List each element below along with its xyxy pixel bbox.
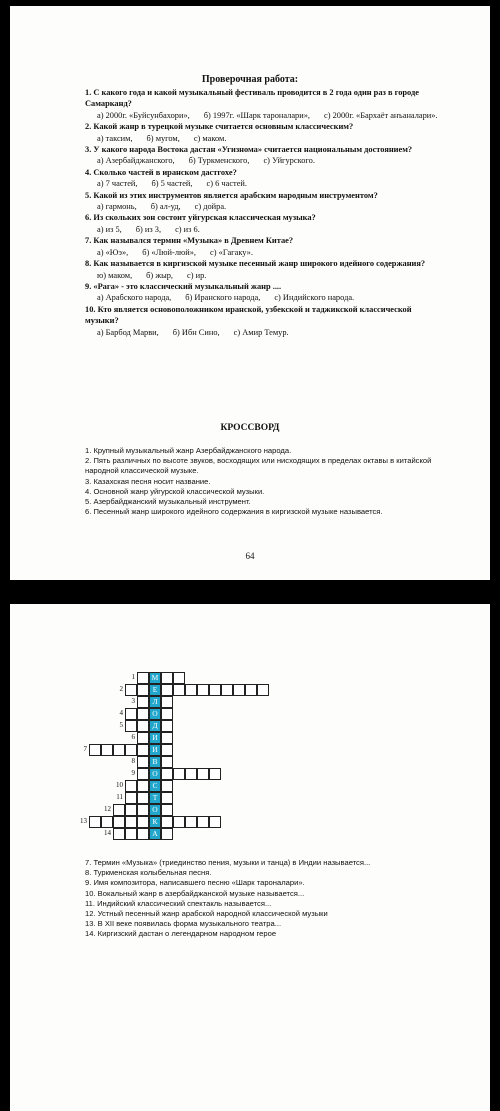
crossword-cell[interactable] (197, 684, 209, 696)
crossword-cell[interactable] (137, 744, 149, 756)
crossword-clue: 4. Основной жанр уйгурской классической музыки. (85, 486, 265, 496)
answer-option: а) Арабского народа, (97, 293, 172, 303)
crossword-cell[interactable] (161, 780, 173, 792)
crossword-cell[interactable] (125, 720, 137, 732)
crossword-key-cell[interactable]: Е (149, 684, 161, 696)
question-text: 9. «Рага» - это классический музыкальный жанр .... (85, 281, 282, 291)
clue-number: 3 (131, 697, 135, 705)
crossword-clue: 5. Азербайджанский музыкальный инструмент. (85, 497, 251, 507)
answer-option: б) мугом, (146, 133, 180, 143)
crossword-cell[interactable] (113, 816, 125, 828)
page-number: 64 (245, 551, 255, 561)
answer-option: с) 2000г. «Бархаёт анъаналари». (324, 110, 438, 120)
clue-number: 1 (131, 673, 135, 681)
question-text: 6. Из скольких зон состоит уйгурская классическая музыка? (85, 213, 316, 223)
crossword-clue: 13. В XII веке появилась форма музыкального театра... (85, 919, 282, 929)
crossword-cell[interactable] (257, 684, 269, 696)
crossword-cell[interactable] (161, 804, 173, 816)
crossword-cell[interactable] (125, 816, 137, 828)
crossword-key-cell[interactable]: А (149, 828, 161, 840)
crossword-clue: 1. Крупный музыкальный жанр Азербайджанского народа. (85, 446, 292, 455)
answer-option: ю) маком, (97, 270, 133, 280)
answer-options (85, 178, 447, 189)
crossword-clue: 6. Песенный жанр широкого идейного содержания в киргизской музыке называется. (85, 507, 383, 517)
question-text: 10. Кто является основоположником иранской, узбекской и таджикской классической музыки? (85, 304, 412, 326)
clue-number: 8 (131, 757, 135, 765)
crossword-cell[interactable] (185, 684, 197, 696)
quiz-questions (85, 87, 447, 338)
answer-option: а) гармонь, (97, 202, 137, 212)
crossword-key-cell[interactable]: И (149, 732, 161, 744)
crossword-cell[interactable] (101, 816, 113, 828)
answer-options (85, 201, 447, 212)
answer-option: с) Индийского народа. (274, 293, 355, 303)
crossword-cell[interactable] (173, 768, 185, 780)
answer-option: а) Барбод Марви, (97, 327, 159, 337)
crossword-clues-7-14 (85, 858, 447, 940)
answer-option: а) 7 частей, (97, 179, 138, 189)
crossword-key-cell[interactable]: О (149, 708, 161, 720)
crossword-cell[interactable] (113, 828, 125, 840)
answer-option: с) из 6. (175, 224, 200, 234)
crossword-key-cell[interactable]: Т (149, 792, 161, 804)
answer-option: б) 5 частей, (151, 179, 193, 189)
crossword-cell[interactable] (89, 816, 101, 828)
crossword-cell[interactable] (125, 708, 137, 720)
crossword-cell[interactable] (185, 768, 197, 780)
answer-option: с) маком. (193, 133, 227, 143)
clue-number: 2 (119, 685, 123, 693)
crossword-cell[interactable] (113, 804, 125, 816)
crossword-cell[interactable] (125, 780, 137, 792)
answer-options (85, 224, 447, 235)
clue-number: 11 (116, 793, 123, 801)
question-text: 1. С какого года и какой музыкальный фестиваль проводится в 2 года один раз в городе Самарканд? (85, 88, 419, 109)
crossword-cell[interactable] (161, 720, 173, 732)
crossword-key-cell[interactable]: М (149, 672, 161, 684)
crossword-clue: 3. Казахская песня носит название. (85, 476, 211, 486)
answer-options (85, 155, 447, 166)
answer-option: а) 2000г. «Буйсунбахори», (97, 110, 190, 120)
answer-option: а) Азербайджанского, (97, 156, 175, 166)
clue-number: 12 (104, 805, 111, 813)
crossword-cell[interactable] (125, 804, 137, 816)
crossword-cell[interactable] (137, 816, 149, 828)
answer-options (85, 327, 447, 338)
crossword-cell[interactable] (137, 708, 149, 720)
crossword-cell[interactable] (161, 696, 173, 708)
crossword-cell[interactable] (137, 672, 149, 684)
crossword-cell[interactable] (173, 672, 185, 684)
crossword-cell[interactable] (161, 792, 173, 804)
answer-option: а) из 5, (97, 224, 122, 234)
crossword-key-cell[interactable]: О (149, 768, 161, 780)
crossword-clue: 12. Устный песенный жанр арабской народной классической музыки (85, 909, 328, 919)
question-text: 4. Сколько частей в иранском дастгохе? (85, 167, 237, 177)
answer-option: а) таксим, (97, 133, 133, 143)
crossword-clue: 9. Имя композитора, написавшего песню «Шарк тароналари». (85, 878, 305, 888)
answer-option: б) 1997г. «Шарк тароналари», (203, 110, 310, 120)
clue-number: 4 (119, 709, 123, 717)
crossword-cell[interactable] (89, 744, 101, 756)
clue-number: 5 (119, 721, 123, 729)
crossword-key-cell[interactable]: Л (149, 696, 161, 708)
question-text: 8. Как называется в киргизской музыке песенный жанр широкого идейного содержания? (85, 259, 426, 269)
crossword-clue: 14. Киргизский дастан о легендарном народном герое (85, 929, 277, 939)
answer-options (85, 270, 447, 281)
clue-number: 6 (131, 733, 135, 741)
answer-option: с) ир. (187, 270, 207, 280)
crossword-cell[interactable] (125, 744, 137, 756)
answer-option: б) Ибн Сино, (172, 327, 220, 337)
clue-number: 9 (131, 769, 135, 777)
crossword-cell[interactable] (173, 816, 185, 828)
clue-number: 13 (80, 817, 87, 825)
crossword-cell[interactable] (161, 768, 173, 780)
crossword-cell[interactable] (125, 684, 137, 696)
answer-option: б) ал-уд, (150, 202, 181, 212)
crossword-cell[interactable] (125, 828, 137, 840)
crossword-clue: 8. Туркменская колыбельная песня. (85, 868, 212, 878)
crossword-cell[interactable] (161, 732, 173, 744)
crossword-key-cell[interactable]: Д (149, 720, 161, 732)
crossword-cell[interactable] (137, 804, 149, 816)
answer-options (85, 133, 447, 144)
answer-option: б) «Люй-люй», (142, 247, 197, 257)
crossword-cell[interactable] (137, 684, 149, 696)
crossword-cell[interactable] (197, 816, 209, 828)
question-text: 7. Как назывался термин «Музыка» в Древнем Китае? (85, 236, 294, 246)
crossword-key-cell[interactable]: О (149, 804, 161, 816)
crossword-cell[interactable] (209, 816, 221, 828)
crossword-cell[interactable] (137, 720, 149, 732)
crossword-cell[interactable] (161, 756, 173, 768)
answer-option: б) из 3, (135, 224, 162, 234)
crossword-cell[interactable] (137, 696, 149, 708)
crossword-cell[interactable] (161, 684, 173, 696)
crossword-key-cell[interactable]: С (149, 780, 161, 792)
clue-number: 14 (104, 829, 111, 837)
crossword-cell[interactable] (233, 684, 245, 696)
crossword-cell[interactable] (125, 792, 137, 804)
crossword-cell[interactable] (161, 708, 173, 720)
crossword-cell[interactable] (137, 780, 149, 792)
crossword-cell[interactable] (137, 768, 149, 780)
answer-option: а) «Юэ», (97, 247, 129, 257)
question-text: 3. У какого народа Востока дастан «Угизнома» считается национальным достоянием? (85, 145, 413, 155)
answer-option: с) Амир Темур. (233, 327, 289, 337)
crossword-key-cell[interactable]: И (149, 744, 161, 756)
crossword-cell[interactable] (161, 828, 173, 840)
crossword-cell[interactable] (209, 768, 221, 780)
answer-option: б) Иранского народа, (185, 293, 261, 303)
crossword-cell[interactable] (101, 744, 113, 756)
crossword-cell[interactable] (137, 756, 149, 768)
answer-options (85, 292, 447, 303)
crossword-clue: 11. Индийский классический спектакль называется... (85, 898, 272, 908)
answer-options (85, 110, 447, 121)
crossword-cell[interactable] (245, 684, 257, 696)
crossword-cell[interactable] (185, 816, 197, 828)
crossword-page (10, 604, 490, 1111)
answer-option: б) Туркменского, (188, 156, 250, 166)
answer-option: с) 6 частей. (206, 179, 247, 189)
clue-number: 7 (83, 745, 87, 753)
clue-number: 10 (116, 781, 123, 789)
answer-options (85, 247, 447, 258)
crossword-cell[interactable] (113, 744, 125, 756)
crossword-clue: 7. Термин «Музыка» (триединство пения, музыки и танца) в Индии называется... (85, 858, 371, 867)
crossword-clue: 2. Пять различных по высоте звуков, восходящих или нисходящих в пределах октавы в китайской народной классической музыке. (85, 456, 432, 476)
crossword-cell[interactable] (173, 684, 185, 696)
quiz-title: Проверочная работа: (201, 74, 299, 85)
answer-option: с) «Гагаку». (210, 247, 253, 257)
crossword-cell[interactable] (161, 816, 173, 828)
crossword-clue: 10. Вокальный жанр в азербайджанской музыке называется... (85, 888, 305, 898)
answer-option: с) Уйгурского. (263, 156, 315, 166)
crossword-cell[interactable] (137, 732, 149, 744)
crossword-cell[interactable] (161, 672, 173, 684)
crossword-cell[interactable] (137, 828, 149, 840)
crossword-cell[interactable] (221, 684, 233, 696)
crossword-cell[interactable] (197, 768, 209, 780)
answer-option: б) жыр, (146, 270, 174, 280)
crossword-key-cell[interactable]: К (149, 816, 161, 828)
question-text: 5. Какой из этих инструментов является арабским народным инструментом? (85, 190, 378, 200)
crossword-clues-1-6 (85, 446, 447, 517)
question-text: 2. Какой жанр в турецкой музыке считается основным классическим? (85, 122, 354, 132)
crossword-cell[interactable] (161, 744, 173, 756)
crossword-key-cell[interactable]: В (149, 756, 161, 768)
answer-option: с) дойра. (194, 202, 227, 212)
workbook-page-64 (10, 6, 490, 580)
crossword-title: КРОССВОРД (220, 423, 280, 433)
crossword-cell[interactable] (209, 684, 221, 696)
crossword-cell[interactable] (137, 792, 149, 804)
